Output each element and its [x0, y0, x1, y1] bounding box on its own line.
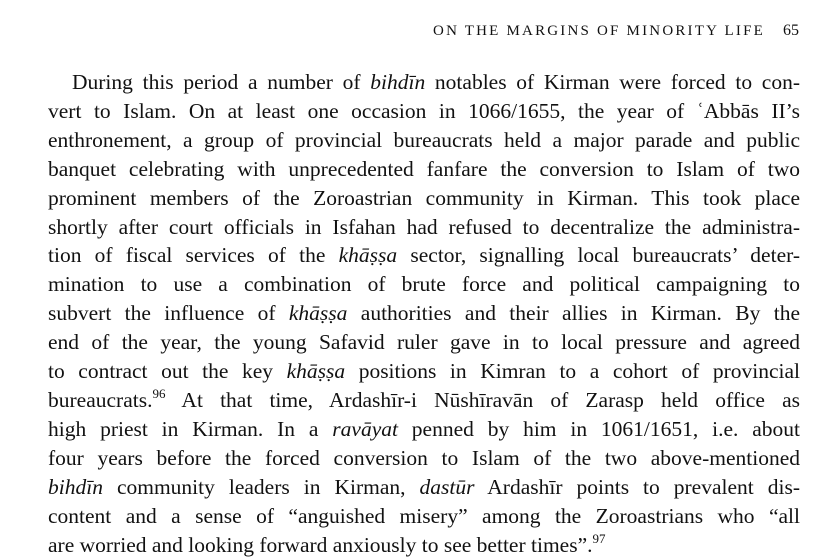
text-segment: vert to Islam. On at least one occasion in 1066/1655, the year of ʿAbbās II’s [48, 99, 800, 123]
text-segment: are worried and looking forward anxiously to see better times”. [48, 533, 593, 557]
text-segment: At that time, Ardashīr-i Nūshīravān of Zarasp held office as [165, 388, 800, 412]
running-title: ON THE MARGINS OF MINORITY LIFE [433, 23, 765, 39]
text-segment: authorities and their allies in Kirman. By the [347, 301, 800, 325]
text-line [48, 473, 800, 502]
italic-term: bihdīn [48, 475, 103, 499]
text-segment: notables of Kirman were forced to con- [425, 70, 800, 94]
text-segment: Ardashīr points to prevalent dis- [474, 475, 800, 499]
italic-term: ravāyat [332, 417, 398, 441]
body-paragraph [48, 68, 800, 559]
text-segment: positions in Kimran to a cohort of provincial [345, 359, 800, 383]
text-line [48, 241, 800, 270]
text-line [48, 328, 800, 357]
text-line [48, 155, 800, 184]
italic-term: khāṣṣa [339, 243, 398, 267]
text-line [48, 386, 800, 415]
text-line [48, 415, 800, 444]
text-line [48, 68, 800, 97]
page-number: 65 [783, 22, 799, 39]
text-segment: to contract out the key [48, 359, 287, 383]
text-segment: four years before the forced conversion to Islam of the two above-mentioned [48, 446, 800, 470]
text-segment: community leaders in Kirman, [103, 475, 420, 499]
italic-term: dastūr [420, 475, 475, 499]
italic-term: khāṣṣa [287, 359, 346, 383]
text-segment: banquet celebrating with unprecedented fanfare the conversion to Islam of two [48, 157, 800, 181]
text-line [48, 299, 800, 328]
text-segment: sector, signalling local bureaucrats’ deter- [397, 243, 800, 267]
text-line [48, 184, 800, 213]
text-segment: penned by him in 1061/1651, i.e. about [398, 417, 800, 441]
text-segment: shortly after court officials in Isfahan had refused to decentralize the administra- [48, 215, 800, 239]
text-segment: During this period a number of [72, 70, 370, 94]
text-segment: high priest in Kirman. In a [48, 417, 332, 441]
text-line [48, 444, 800, 473]
text-line [48, 502, 800, 531]
footnote-reference: 96 [152, 386, 165, 401]
text-line [48, 270, 800, 299]
text-line [48, 213, 800, 242]
italic-term: bihdīn [370, 70, 425, 94]
text-segment: mination to use a combination of brute force and political campaigning to [48, 272, 800, 296]
footnote-reference: 97 [593, 531, 606, 546]
text-segment: prominent members of the Zoroastrian community in Kirman. This took place [48, 186, 800, 210]
text-segment: subvert the influence of [48, 301, 289, 325]
text-segment: end of the year, the young Safavid ruler gave in to local pressure and agreed [48, 330, 800, 354]
text-line [48, 126, 800, 155]
text-segment: enthronement, a group of provincial bureaucrats held a major parade and public [48, 128, 800, 152]
italic-term: khāṣṣa [289, 301, 348, 325]
text-line [48, 97, 800, 126]
text-segment: content and a sense of “anguished misery” among the Zoroastrians who “all [48, 504, 800, 528]
running-head [433, 22, 799, 40]
text-segment: bureaucrats. [48, 388, 152, 412]
text-line [48, 357, 800, 386]
text-segment: tion of fiscal services of the [48, 243, 339, 267]
